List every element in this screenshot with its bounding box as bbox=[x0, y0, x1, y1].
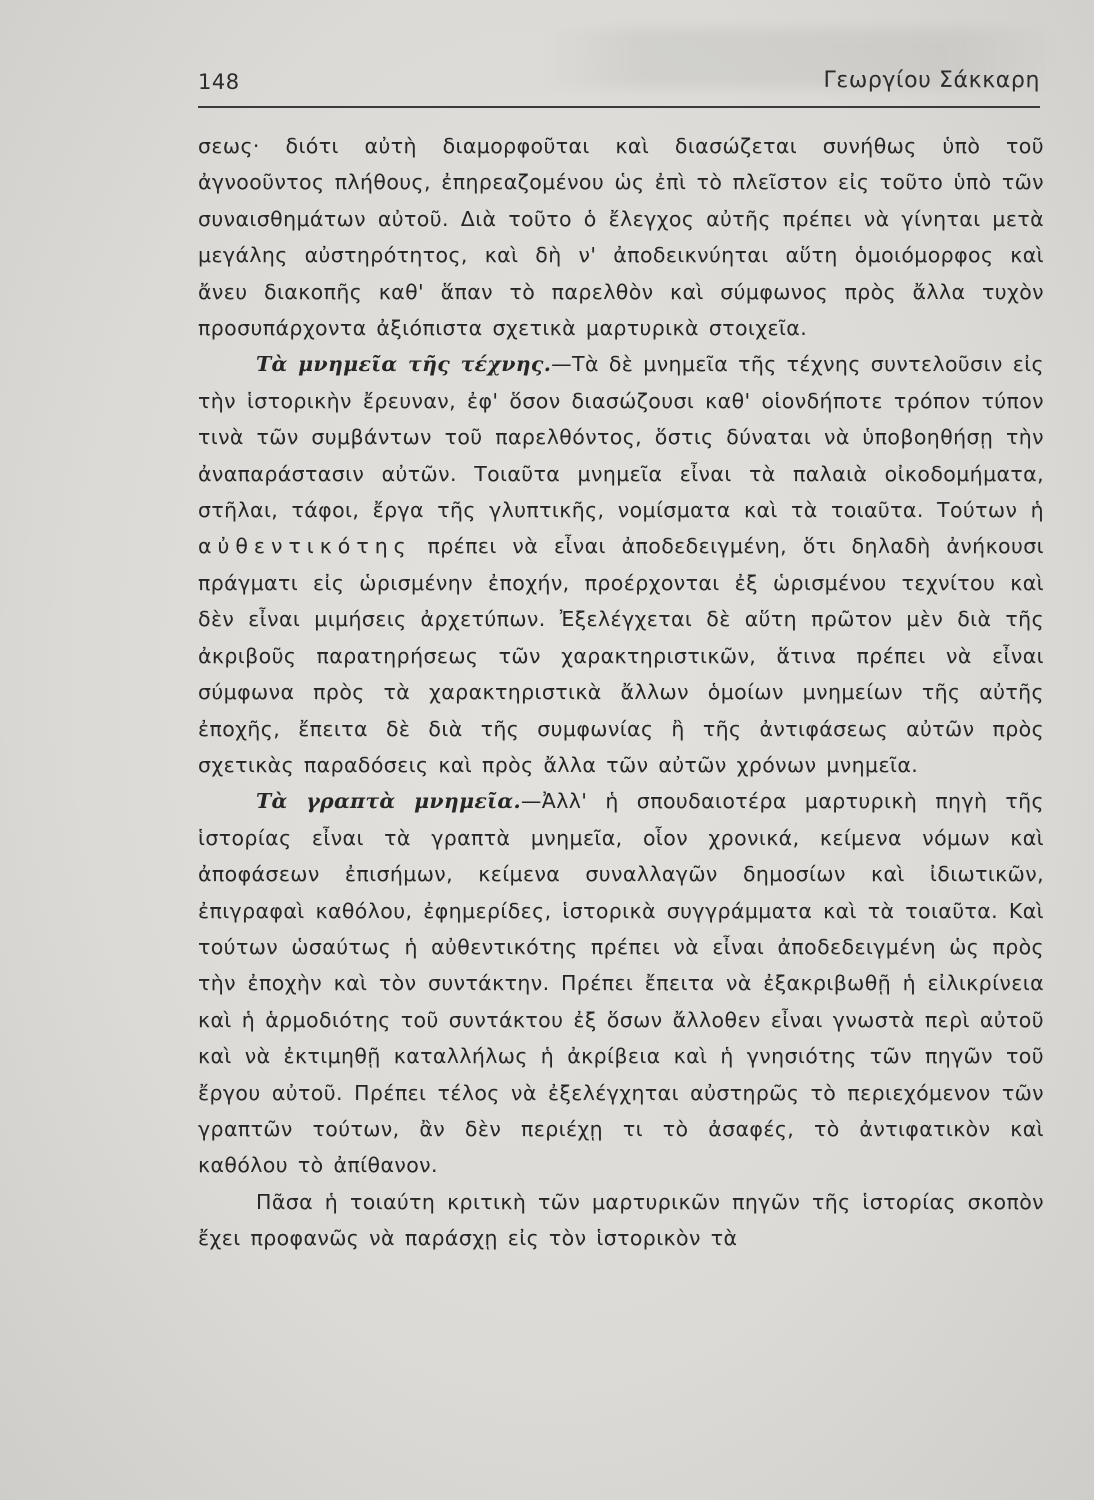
section-heading-written-monuments: Τὰ γραπτὰ μνημεῖα. bbox=[256, 789, 521, 814]
page-number: 148 bbox=[198, 70, 240, 94]
paragraph-written-monuments bbox=[198, 783, 1044, 1183]
emphasized-word: αὐθεντικότης bbox=[198, 534, 412, 559]
paragraph-text: σεως· διότι αὐτὴ διαμορφοῦται καὶ διασώζεται συνήθως ὑπὸ τοῦ ἀγνοοῦντος πλήθους, ἐπηρεαζομένου ὡς ἐπὶ τὸ πλεῖστον εἰς τοῦτο ὑπὸ τῶν συναισθημάτων αὐτοῦ. Διὰ τοῦτο ὁ ἔλεγχος αὐτῆς πρέπει νὰ γίνηται μετὰ μεγάλης αὐστηρότητος, καὶ δὴ ν' ἀποδεικνύηται αὕτη ὁμοιόμορφος καὶ ἄνευ διακοπῆς καθ' ἅπαν τὸ παρελθὸν καὶ σύμφωνος πρὸς ἄλλα τυχὸν προσυπάρχοντα ἀξιόπιστα σχετικὰ μαρτυρικὰ στοιχεῖα. bbox=[198, 134, 1044, 341]
section-heading-monuments-of-art: Τὰ μνημεῖα τῆς τέχνης. bbox=[256, 352, 552, 377]
paragraph-text: πρέπει νὰ εἶναι ἀποδεδειγμένη, ὅτι δηλαδὴ ἀνήκουσι πράγματι εἰς ὡρισμένην ἐποχήν, προέρχονται ἐξ ὡρισμένου τεχνίτου καὶ δὲν εἶναι μιμήσεις ἀρχετύπων. Ἐξελέγχεται δὲ αὕτη πρῶτον μὲν διὰ τῆς ἀκριβοῦς παρατηρήσεως τῶν χαρακτηριστικῶν, ἅτινα πρέπει νὰ εἶναι σύμφωνα πρὸς τὰ χαρακτηριστικὰ ἄλλων ὁμοίων μνημείων τῆς αὐτῆς ἐποχῆς, ἔπειτα δὲ διὰ τῆς συμφωνίας ἢ τῆς ἀντιφάσεως αὐτῶν πρὸς σχετικὰς παραδόσεις καὶ πρὸς ἄλλα τῶν αὐτῶν χρόνων μνημεῖα. bbox=[198, 534, 1044, 777]
paragraph-text: —Ἀλλ' ἡ σπουδαιοτέρα μαρτυρικὴ πηγὴ τῆς ἱστορίας εἶναι τὰ γραπτὰ μνημεῖα, οἷον χρονικά, κείμενα νόμων καὶ ἀποφάσεων ἐπισήμων, κείμενα συναλλαγῶν δημοσίων καὶ ἰδιωτικῶν, ἐπιγραφαὶ καθόλου, ἐφημερίδες, ἱστορικὰ συγγράμματα καὶ τὰ τοιαῦτα. Καὶ τούτων ὡσαύτως ἡ αὐθεντικότης πρέπει νὰ εἶναι ἀποδεδειγμένη ὡς πρὸς τὴν ἐποχὴν καὶ τὸν συντάκτην. Πρέπει ἔπειτα νὰ ἐξακριβωθῇ ἡ εἰλικρίνεια καὶ ἡ ἁρμοδιότης τοῦ συντάκτου ἐξ ὅσων ἄλλοθεν εἶναι γνωστὰ περὶ αὐτοῦ καὶ νὰ ἐκτιμηθῇ καταλλήλως ἡ ἀκρίβεια καὶ ἡ γνησιότης τῶν πηγῶν τοῦ ἔργου αὐτοῦ. Πρέπει τέλος νὰ ἐξελέγχηται αὐστηρῶς τὸ περιεχόμενον τῶν γραπτῶν τούτων, ἂν δὲν περιέχῃ τι τὸ ἀσαφές, τὸ ἀντιφατικὸν καὶ καθόλου τὸ ἀπίθανον. bbox=[198, 789, 1044, 1178]
paragraph-continuation bbox=[198, 128, 1044, 346]
body-text bbox=[198, 128, 1044, 1257]
paragraph-text: —Τὰ δὲ μνημεῖα τῆς τέχνης συντελοῦσιν εἰς τὴν ἱστορικὴν ἔρευναν, ἐφ' ὅσον διασώζουσι καθ' οἱονδήποτε τρόπον τύπον τινὰ τῶν συμβάντων τοῦ παρελθόντος, ὅστις δύναται νὰ ὑποβοηθήσῃ τὴν ἀναπαράστασιν αὐτῶν. Τοιαῦτα μνημεῖα εἶναι τὰ παλαιὰ οἰκοδομήματα, στῆλαι, τάφοι, ἔργα τῆς γλυπτικῆς, νομίσματα καὶ τὰ τοιαῦτα. Τούτων ἡ bbox=[198, 352, 1044, 523]
paragraph-monuments-of-art bbox=[198, 346, 1044, 783]
running-head: Γεωργίου Σάκκαρη bbox=[823, 68, 1040, 93]
paragraph-text: Πᾶσα ἡ τοιαύτη κριτικὴ τῶν μαρτυρικῶν πηγῶν τῆς ἱστορίας σκοπὸν ἔχει προφανῶς νὰ παράσχῃ εἰς τὸν ἱστορικὸν τὰ bbox=[198, 1189, 1044, 1251]
header-rule bbox=[198, 106, 1040, 108]
page-header bbox=[198, 66, 1040, 98]
paragraph-criticism bbox=[198, 1184, 1044, 1257]
